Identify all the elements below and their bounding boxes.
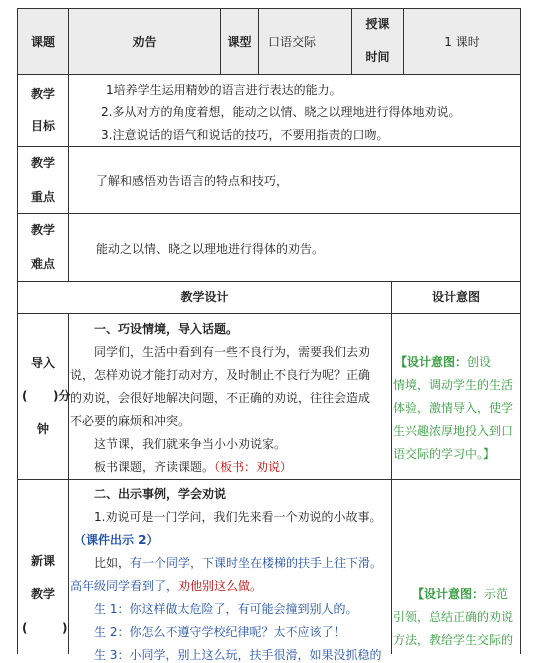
type-label: 课型 xyxy=(227,35,252,49)
section2-p3-b: 有一个同学，下课时坐在楼梯的扶手上往下滑。 xyxy=(130,556,383,570)
section2-side-2: 教学 xyxy=(30,587,55,601)
goal-item-3: 3.注意说话的语气和说话的技巧，不要用指责的口吻。 xyxy=(101,128,389,142)
time-label-line2: 时间 xyxy=(365,50,390,64)
section1-p1-line4: 不必要的麻烦和冲突。 xyxy=(70,414,191,428)
section2-intent-head: 【设计意图： xyxy=(412,587,485,601)
section2-p7: 生 3：小同学，别上这么玩，扶手很滑，如果没抓稳的 xyxy=(94,648,382,662)
type-value: 口语交际 xyxy=(268,35,317,49)
section1-p1-line1: 同学们，生活中看到有一些不良行为，需要我们去劝 xyxy=(94,345,371,359)
section2-side-3: ( xyxy=(22,621,28,635)
section1-side-3: )分 xyxy=(53,389,71,403)
difficulty-text: 能动之以情、晓之以理地进行得体的劝告。 xyxy=(96,242,325,256)
section1-intent-line5: 语交际的学习中。】 xyxy=(393,447,496,461)
table-border-right xyxy=(520,8,521,654)
section2-p4 xyxy=(70,578,262,594)
section1-p3-text: 板书课题，齐读课题。 xyxy=(94,460,215,474)
goal-item-2: 2.多从对方的角度着想，能动之以情、晓之以理地进行得体地劝说。 xyxy=(101,105,461,119)
section2-intent-line2: 引领，总结正确的劝说 xyxy=(393,610,514,624)
design-header: 教学设计 xyxy=(180,290,229,304)
section1-side-4: 钟 xyxy=(36,422,49,436)
intent-header: 设计意图 xyxy=(431,290,480,304)
table-border-col1-bottom xyxy=(68,313,69,654)
difficulty-label-line1: 教学 xyxy=(30,223,55,237)
goals-label-line2: 目标 xyxy=(30,119,55,133)
section1-intent-head-b: 创设 xyxy=(467,355,492,369)
section2-p3 xyxy=(94,555,382,571)
goals-label-line1: 教学 xyxy=(30,87,55,101)
section2-title: 二、出示事例，学会劝说 xyxy=(94,487,227,501)
goal-item-1: 1培养学生运用精妙的语言进行表达的能力。 xyxy=(106,83,342,97)
time-label-line1: 授课 xyxy=(365,17,390,31)
section1-p1-line2: 说，怎样劝说才能打动对方，及时制止不良行为呢？正确 xyxy=(70,368,371,382)
section2-p3-a: 比如， xyxy=(94,556,131,570)
section2-p4-b: 劝他别这么做。 xyxy=(178,579,263,593)
table-border-col3 xyxy=(258,8,259,74)
focus-label-line1: 教学 xyxy=(30,156,55,170)
section2-side-4: ) xyxy=(62,621,68,635)
section2-p4-a: 高年级同学看到了， xyxy=(70,579,179,593)
section2-intent-head-b: 示范 xyxy=(484,587,509,601)
section1-intent-head: 【设计意图： xyxy=(395,355,468,369)
section1-p3 xyxy=(94,459,292,475)
section1-p1-line3: 的劝说，会很好地解决问题，不正确的劝说，往往会造成 xyxy=(70,391,371,405)
section2-p1: 1.劝说可是一门学问，我们先来看一个劝说的小故事。 xyxy=(94,510,382,524)
section1-intent-line2: 情境，调动学生的生活 xyxy=(393,378,514,392)
section1-intent-line4: 生兴趣浓厚地投入到口 xyxy=(393,424,514,438)
table-border-row5 xyxy=(17,313,521,314)
table-border-row3 xyxy=(17,213,521,214)
topic-label: 课题 xyxy=(30,35,55,49)
section1-p3-board: （板书：劝说） xyxy=(214,460,293,474)
table-border-row2 xyxy=(17,146,521,147)
topic-value: 劝告 xyxy=(132,35,157,49)
table-border-row4 xyxy=(17,281,521,282)
section1-title: 一、巧设情境，导入话题。 xyxy=(94,322,239,336)
time-value: 1 课时 xyxy=(444,35,480,49)
section2-p5: 生 1：你这样做太危险了，有可能会撞到别人的。 xyxy=(94,602,358,616)
table-border-intent xyxy=(391,281,392,654)
section2-intent-line3: 方法，教给学生交际的 xyxy=(393,633,514,647)
section2-side-1: 新课 xyxy=(30,554,55,568)
table-border-row1 xyxy=(17,74,521,75)
focus-text: 了解和感悟劝告语言的特点和技巧， xyxy=(96,174,289,188)
difficulty-label-line2: 难点 xyxy=(30,257,55,271)
section2-p2: （课件出示 2） xyxy=(74,533,159,547)
section1-side-2: ( xyxy=(22,389,28,403)
section1-side-1: 导入 xyxy=(30,356,55,370)
focus-label-line2: 重点 xyxy=(30,190,55,204)
section1-intent-line1 xyxy=(395,354,491,370)
section1-intent-line3: 体验，激情导入，使学 xyxy=(393,401,514,415)
section2-intent-line1 xyxy=(412,586,508,602)
section2-p6: 生 2：你怎么不遵守学校纪律呢？太不应该了！ xyxy=(94,625,346,639)
section1-p2: 这节课，我们就来争当小小劝说家。 xyxy=(94,437,287,451)
table-border-top xyxy=(17,8,521,9)
table-border-row6 xyxy=(17,479,521,480)
